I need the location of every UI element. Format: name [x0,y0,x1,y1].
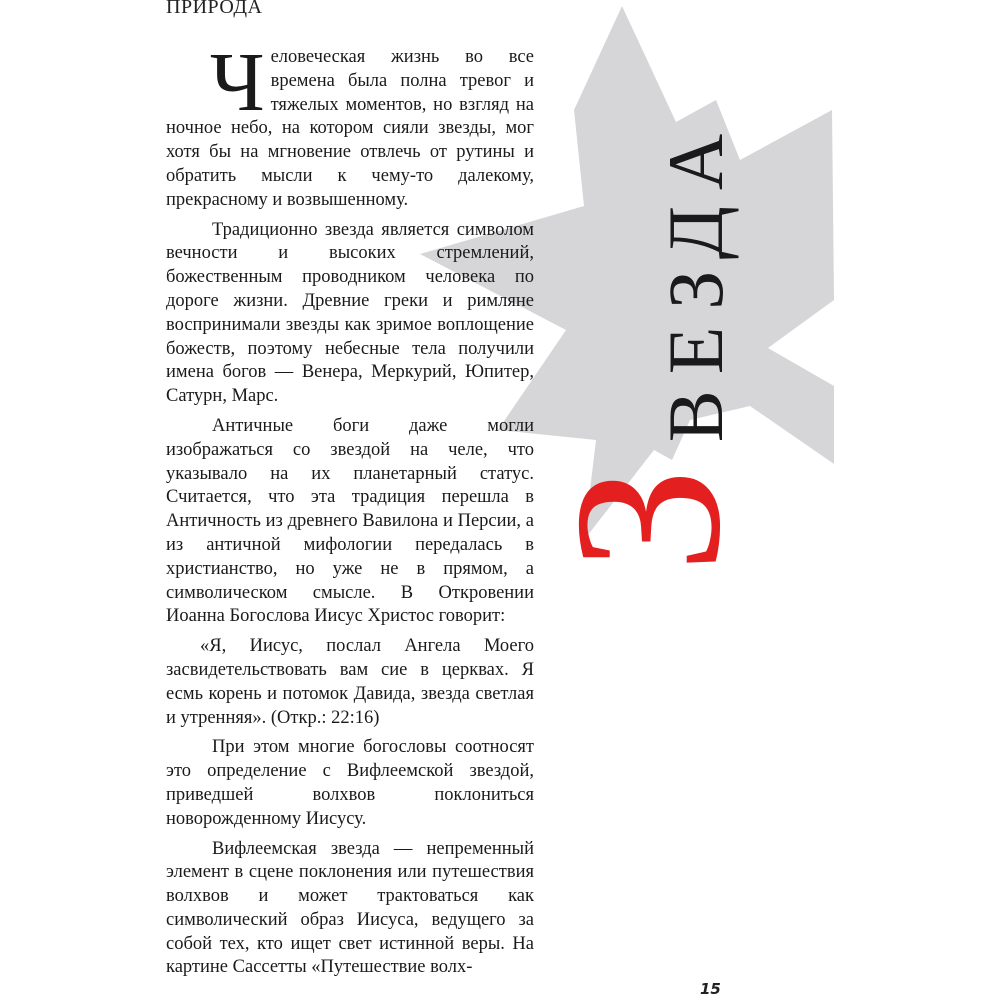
title-rest: ВЕЗДА [652,117,739,443]
page-number: 15 [700,980,721,998]
drop-cap: Ч [210,36,265,129]
paragraph: Вифлеемская звезда — непременный элемент в сцене поклонения или путешествия волхвов и может трактоваться как символический образ Иисуса, ведущего за собой тех, кто ищет свет истинной веры. На картине Сассетты «Путешествие волх- [166,838,534,978]
paragraph-text: еловеческая жизнь во все времена была полна тревог и тяжелых моментов, но взгляд на ночное небо, на котором сияли звезды, мог хотя бы на мгновение отвлечь от рутины и обратить мысли к чему-то далекому, прекрасному и возвышенному. [166,47,534,210]
section-header: ПРИРОДА [166,0,263,18]
paragraph: Античные боги даже могли изображаться со звездой на челе, что указывало на их планетарный статус. Считается, что эта традиция перешла в Античность из древнего Вавилона и Персии, а из античной мифологии передалась в христианство, но уже не в прямом, а символическом смысле. В Откровении Иоанна Богослова Иисус Христос говорит: [166,415,534,627]
paragraph: Традиционно звезда является символом вечности и высоких стремлений, божественным проводником человека по дороге жизни. Древние греки и римляне воспринимали звезды как зримое воплощение божеств, поэтому небесные тела получили имена богов — Венера, Меркурий, Юпитер, Сатурн, Марс. [166,219,534,407]
quote-paragraph: «Я, Иисус, послал Ангела Моего засвидетельствовать вам сие в церквах. Я есмь корень и потомок Давида, звезда светлая и утренняя». (Откр.: 22:16) [166,636,534,728]
paragraph: При этом многие богословы соотносят это определение с Вифлеемской звездой, приведшей волхвов поклониться новорожденному Иисусу. [166,737,534,829]
title-first-letter: З [532,467,764,573]
